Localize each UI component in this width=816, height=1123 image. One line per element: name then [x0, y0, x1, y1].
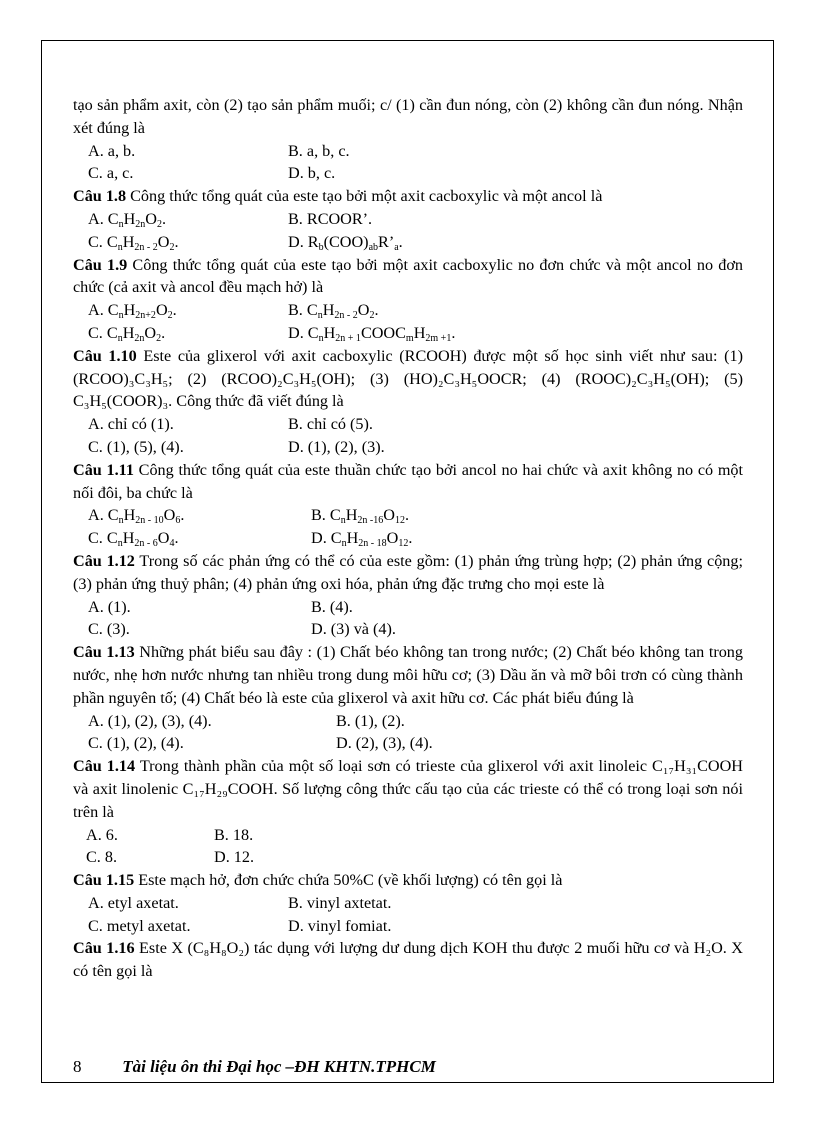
question-text: Trong số các phản ứng có thể có của este gồm: (1) phản ứng trùng hợp; (2) phản ứng cộng; (3) phản ứng thuỷ phân; (4) phản ứng oxi hóa, phản ứng đặc trưng cho mọi este là — [73, 551, 743, 593]
option-row — [73, 824, 743, 847]
question-text: Este mạch hở, đơn chức chứa 50%C (về khối lượng) có tên gọi là — [138, 871, 563, 890]
option-row — [73, 846, 743, 869]
option-a: A. $C_nH_{2n+2}O_2$. — [88, 301, 177, 322]
question-1-16 — [73, 937, 743, 983]
option-row — [73, 527, 743, 550]
option-c: C. 8. — [86, 848, 118, 867]
option-a: A. $C_nH_{2n}O_2$. — [88, 209, 167, 230]
option-c: C. $C_nH_{2n - 2}O_2$. — [88, 232, 179, 253]
option-b: B. a, b, c. — [288, 141, 350, 160]
option-c: C. $C_nH_{2n}O_2$. — [88, 323, 166, 344]
question-text: Este của glixerol với axit cacboxylic (RCOOH) được một số học sinh viết như sau: (1) (RCOO)₃C₃H₅; (2) (RCOO)₂C₃H₅(OH); (3) (HO)₂C₃H₅OOCR; (4) (ROOC)₂C₃H₅(OH); (5) C₃H₅(COOR)₃. Công thức đã viết đúng là — [73, 346, 744, 411]
option-b: B. 18. — [214, 825, 254, 844]
option-row — [73, 231, 743, 254]
option-c: C. a, c. — [88, 164, 134, 183]
option-a: A. (1), (2), (3), (4). — [88, 711, 212, 730]
option-b: B. (1), (2). — [336, 711, 405, 730]
question-text: Công thức tổng quát của este tạo bởi một axit cacboxylic và một ancol là — [130, 187, 603, 206]
footer-title: Tài liệu ôn thi Đại học –ĐH KHTN.TPHCM — [122, 1057, 436, 1076]
option-b: B. $C_nH_{2n -16}O_{12}$. — [311, 506, 409, 527]
option-row — [73, 732, 743, 755]
question-1-9 — [73, 254, 743, 300]
option-row — [73, 140, 743, 163]
option-row — [73, 162, 743, 185]
option-c: C. metyl axetat. — [88, 916, 191, 935]
option-c: C. $C_nH_{2n - 6}O_4$. — [88, 529, 179, 550]
option-d: D. 12. — [214, 848, 255, 867]
question-label: Câu 1.8 — [73, 187, 127, 206]
option-b: B. RCOOR’. — [288, 209, 373, 228]
question-text: Este X (C₈H₈O₂) tác dụng với lượng dư dung dịch KOH thu được 2 muối hữu cơ và H₂O. X có tên gọi là — [73, 939, 743, 981]
option-d: D. vinyl fomiat. — [288, 916, 392, 935]
question-label: Câu 1.10 — [73, 346, 137, 365]
page-number: 8 — [73, 1057, 82, 1076]
option-d: D. (2), (3), (4). — [336, 734, 433, 753]
option-a: A. chỉ có (1). — [88, 415, 174, 434]
option-a: A. etyl axetat. — [88, 893, 179, 912]
question-1-15 — [73, 869, 743, 892]
question-text: Trong thành phần của một số loại sơn có trieste của glixerol với axit linoleic C₁₇H₃₁COOH và axit linolenic C₁₇H₂₉COOH. Số lượng công thức cấu tạo của các trieste có thể có trong loại sơn nói trên là — [73, 757, 743, 821]
option-a: A. 6. — [86, 825, 118, 844]
question-label: Câu 1.12 — [73, 551, 135, 570]
question-1-10 — [73, 345, 743, 413]
intro-paragraph: tạo sản phẩm axit, còn (2) tạo sản phẩm muối; c/ (1) cần đun nóng, còn (2) không cần đun nóng. Nhận xét đúng là — [73, 96, 743, 137]
option-b: B. chỉ có (5). — [288, 415, 373, 434]
document-body — [73, 94, 743, 983]
question-text: Công thức tổng quát của este tạo bởi một axit cacboxylic no đơn chức và một ancol no đơn chức (cả axit và ancol đều mạch hở) là — [73, 255, 743, 297]
option-b: B. $C_nH_{2n - 2}O_2$. — [288, 301, 379, 322]
question-label: Câu 1.14 — [73, 757, 136, 776]
question-1-12 — [73, 550, 743, 596]
option-d: D. (1), (2), (3). — [288, 437, 385, 456]
option-a: A. (1). — [88, 597, 131, 616]
option-d: D. (3) và (4). — [311, 620, 396, 639]
question-1-13 — [73, 641, 743, 709]
option-c: C. (1), (5), (4). — [88, 437, 184, 456]
question-label: Câu 1.13 — [73, 643, 135, 662]
option-a: A. $C_nH_{2n - 10}O_6$. — [88, 506, 185, 527]
option-b: B. vinyl axtetat. — [288, 893, 392, 912]
option-d: D. b, c. — [288, 164, 336, 183]
option-c: C. (3). — [88, 620, 130, 639]
option-row — [73, 618, 743, 641]
option-row — [73, 299, 743, 322]
question-1-14 — [73, 755, 743, 823]
option-row — [73, 710, 743, 733]
question-1-11 — [73, 459, 743, 505]
option-row — [73, 892, 743, 915]
question-label: Câu 1.9 — [73, 255, 128, 274]
option-row — [73, 322, 743, 345]
option-row — [73, 413, 743, 436]
question-label: Câu 1.11 — [73, 460, 134, 479]
option-row — [73, 436, 743, 459]
question-text: Công thức tổng quát của este thuần chức tạo bởi ancol no hai chức và axit không no có một nối đôi, ba chức là — [73, 460, 744, 502]
option-c: C. (1), (2), (4). — [88, 734, 184, 753]
question-text: Những phát biểu sau đây : (1) Chất béo không tan trong nước; (2) Chất béo không tan trong nước, nhẹ hơn nước nhưng tan nhiều trong dung môi hữu cơ; (3) Dầu ăn và mỡ bôi trơn có cùng thành phần nguyên tố; (4) Chất béo là este của glixerol và axit hữu cơ. Các phát biểu đúng là — [73, 643, 743, 707]
question-label: Câu 1.15 — [73, 871, 135, 890]
option-d: D. $C_nH_{2n + 1}COOC_mH_{2m +1}$. — [288, 323, 456, 344]
option-row — [73, 504, 743, 527]
option-d: D. $C_nH_{2n - 18}O_{12}$. — [311, 529, 413, 550]
option-a: A. a, b. — [88, 141, 136, 160]
question-label: Câu 1.16 — [73, 939, 135, 958]
option-row — [73, 915, 743, 938]
option-row — [73, 208, 743, 231]
page-footer — [73, 1057, 436, 1077]
question-1-8 — [73, 185, 743, 208]
option-d: D. $R_b(COO)_{ab}R’_a$. — [288, 232, 403, 253]
option-b: B. (4). — [311, 597, 353, 616]
option-row — [73, 596, 743, 619]
